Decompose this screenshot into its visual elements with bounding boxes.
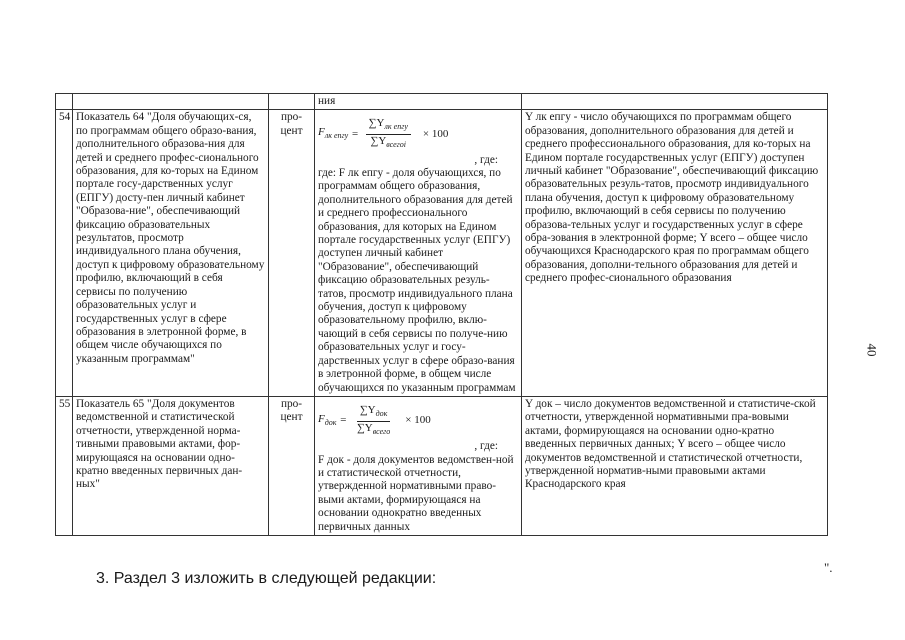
variables-cell: Y лк епгу - число обучающихся по программам общего образования, дополнительного образования для детей и среднего профессионального образования, для ко-торых на Едином портале государственных услуг (ЕПГУ) доступен личный кабинет "Образование", обеспечивающий фиксацию образовательных резуль-татов, просмотр индивидуального плана обучения, доступ к цифровому образовательному профилю, включающий в себя сервисы по получению образова-тельных услуг и государственных услуг в сфере обра-зования в электронной форме; Y всего – общее число обучающихся Краснодарского края по программам общего образования, дополни-тельного образования для детей и среднего профес-сионального образования (522, 110, 828, 397)
section-instruction: 3. Раздел 3 изложить в следующей редакции: (96, 570, 437, 587)
formula-description: где: F лк епгу - доля обучающихся, по программам общего образования, дополнительного образования для детей и среднего профессионального образования, для которых на Едином портале государственных услуг (ЕПГУ) доступен личный кабинет "Образование", обеспечивающий фиксацию образовательных резуль-татов, просмотр индивидуального плана обучения, доступ к цифровому образовательному профилю, вклю-чающий в себя сервисы по получе-нию образовательных услуг и госу-дарственных услуг в сфере образо-вания в элетронной форме, в общем числе обучающихся по указанным программам (318, 167, 516, 394)
indicators-table (55, 93, 828, 536)
formula-fraction: $\frac{\sum Y_{лк епгу}}{\sum Y_{всегоi}}$ (366, 117, 411, 151)
indicator-cell: Показатель 65 "Доля документов ведомственной и статистической отчетности, утвержденной норма-тивными правовыми актами, фор-мирующаяся на основании одно-кратно введенных первичных дан-ных" (73, 396, 269, 535)
formula-fraction: $\frac{\sum Y_{док}}{\sum Y_{всего}}$ (356, 403, 391, 436)
formula-cell (315, 110, 522, 397)
formula-description: F док - доля документов ведомствен-ной и статистической отчетности, утвержденной нормативными право-выми актами, формирующаяся на основании однократно введенных первичных данных (318, 453, 514, 533)
table-row (56, 396, 828, 535)
formula-where: , где: (474, 440, 498, 453)
closing-quote: ". (824, 560, 833, 575)
table-row (56, 110, 828, 397)
formula: $F_{док}$ = $\frac{\sum Y_{док}}{\sum Y_{всего}}$ × 100 (318, 404, 518, 438)
unit-cell: про-цент (269, 110, 315, 397)
unit-cell: про-цент (269, 396, 315, 535)
row-number: 54 (56, 110, 73, 397)
variables-cell: Y док – число документов ведомственной и статистиче-ской отчетности, утвержденной нормативными пра-вовыми актами, формирующаяся на основании одно-кратно введенных первичных данных; Y всего – общее число документов ведомственной и статистической отчетности, утвержденной норматив-ными правовыми актами Краснодарского края (522, 396, 828, 535)
indicator-cell: Показатель 64 "Доля обучающих-ся, по программам общего образо-вания, дополнительного образова-ния для детей и среднего профес-сионального образования, для ко-торых на Едином портале госу-дарственных услуг (ЕПГУ) досту-пен личный кабинет "Образова-ние", обеспечивающий фиксацию образовательных результатов, просмотр индивидуального плана обучения, доступ к цифровому образовательному профилю, включающий в себя сервисы по получению образовательных услуг и государственных услуг в сфере образования в элетронной форме, в общем числе обучающихся по указанным программам" (73, 110, 269, 397)
row-number: 55 (56, 396, 73, 535)
formula-where: , где: (474, 153, 498, 166)
formula-cell (315, 396, 522, 535)
formula: $F_{лк епгу}$ = $\frac{\sum Y_{лк епгу}}{\sum Y_{всегоi}}$ × 100 (318, 117, 518, 151)
continuation-text: ния (315, 94, 522, 110)
continuation-row (56, 94, 828, 110)
page-number: 40 (864, 343, 880, 357)
